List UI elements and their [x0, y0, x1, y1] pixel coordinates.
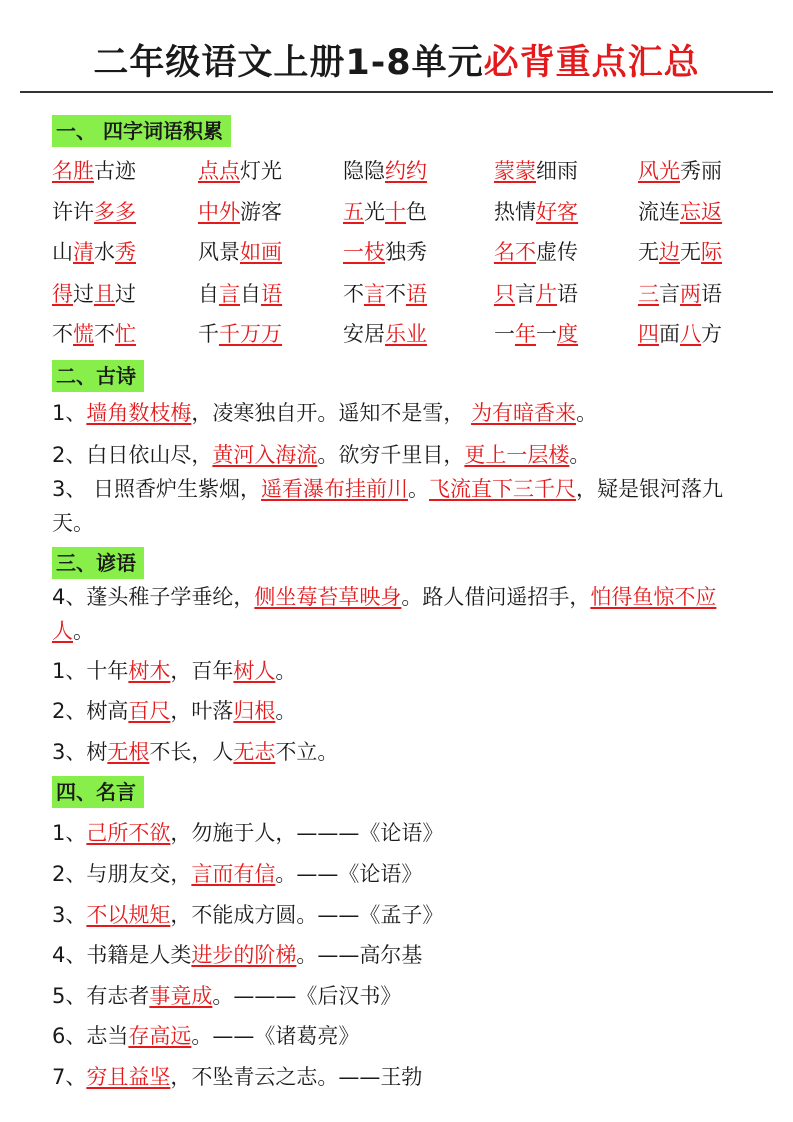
answer-text: 多多	[94, 200, 136, 224]
answer-text: 清	[73, 240, 94, 264]
idiom-cell	[638, 235, 722, 269]
answer-text: 约约	[385, 159, 427, 183]
answer-text: 度	[557, 322, 578, 346]
plain-text: 1、	[52, 821, 87, 845]
answer-text: 遥看瀑布挂前川	[261, 477, 409, 501]
plain-text: 独秀	[385, 240, 427, 264]
plain-text: 。	[569, 443, 591, 467]
plain-text: 。	[576, 401, 598, 425]
proverb-line	[52, 654, 752, 688]
answer-text: 不以规矩	[86, 903, 171, 927]
idiom-cell	[52, 277, 136, 311]
poem-line	[52, 438, 752, 472]
plain-text: 一	[536, 322, 557, 346]
plain-text: 方	[701, 322, 722, 346]
idiom-cell	[343, 154, 427, 188]
plain-text: 过	[115, 282, 136, 306]
answer-text: 侧坐莓苔草映身	[254, 585, 402, 609]
answer-text: 片	[536, 282, 557, 306]
idiom-cell	[52, 317, 136, 351]
answer-text: 边	[659, 240, 680, 264]
proverb-line	[52, 735, 752, 769]
plain-text: 。路人借问遥招手，	[401, 585, 591, 609]
plain-text: 。———《后汉书》	[212, 984, 402, 1008]
answer-text: 事竟成	[149, 984, 213, 1008]
plain-text: 4、蓬头稚子学垂纶，	[52, 585, 255, 609]
answer-text: 言而有信	[191, 862, 276, 886]
idiom-cell	[638, 154, 722, 188]
plain-text: 3、 日照香炉生紫烟，	[52, 477, 262, 501]
idiom-cell	[494, 317, 578, 351]
plain-text: 不	[52, 322, 73, 346]
answer-text: 穷且益坚	[86, 1065, 171, 1089]
plain-text: 5、有志者	[52, 984, 150, 1008]
quote-line	[52, 898, 752, 932]
answer-text: 五	[343, 200, 364, 224]
idiom-cell	[343, 235, 427, 269]
quote-line	[52, 1019, 752, 1053]
plain-text: 隐隐	[343, 159, 385, 183]
plain-text: 风景	[198, 240, 240, 264]
plain-text: 一	[494, 322, 515, 346]
answer-text: 中外	[198, 200, 240, 224]
plain-text: 2、与朋友交，	[52, 862, 192, 886]
poem-line	[52, 472, 752, 540]
answer-text: 如画	[240, 240, 282, 264]
idiom-cell	[343, 277, 427, 311]
section-header-idioms: 一、 四字词语积累	[52, 115, 231, 147]
plain-text: ，百年	[170, 659, 234, 683]
plain-text: ，不能成方圆。——《孟子》	[170, 903, 444, 927]
plain-text: 虚传	[536, 240, 578, 264]
plain-text: 灯光	[240, 159, 282, 183]
plain-text: 安居	[343, 322, 385, 346]
plain-text: 。	[275, 699, 297, 723]
plain-text: 过	[73, 282, 94, 306]
answer-text: 千万万	[219, 322, 282, 346]
plain-text: 不长，人	[149, 740, 234, 764]
answer-text: 乐业	[385, 322, 427, 346]
plain-text: 1、十年	[52, 659, 129, 683]
plain-text: 古迹	[94, 159, 136, 183]
plain-text: 不	[94, 322, 115, 346]
plain-text: 不立。	[275, 740, 339, 764]
answer-text: 百尺	[128, 699, 171, 723]
plain-text: 流连	[638, 200, 680, 224]
plain-text: 水	[94, 240, 115, 264]
answer-text: 树木	[128, 659, 171, 683]
plain-text: 言	[659, 282, 680, 306]
answer-text: 年	[515, 322, 536, 346]
plain-text: 光	[364, 200, 385, 224]
section-header-proverbs: 三、谚语	[52, 547, 144, 579]
answer-text: 进步的阶梯	[191, 943, 297, 967]
plain-text: 言	[515, 282, 536, 306]
page-title	[0, 38, 793, 88]
plain-text: 6、志当	[52, 1024, 129, 1048]
plain-text: 语	[701, 282, 722, 306]
plain-text: 热情	[494, 200, 536, 224]
answer-text: 树人	[233, 659, 276, 683]
plain-text: 千	[198, 322, 219, 346]
plain-text: 色	[406, 200, 427, 224]
section-header-poems: 二、古诗	[52, 360, 144, 392]
plain-text: 语	[557, 282, 578, 306]
plain-text: 游客	[240, 200, 282, 224]
plain-text: ，不坠青云之志。——王勃	[170, 1065, 423, 1089]
quote-line	[52, 857, 752, 891]
answer-text: 归根	[233, 699, 276, 723]
idiom-cell	[494, 235, 578, 269]
plain-text: 自	[240, 282, 261, 306]
plain-text: 7、	[52, 1065, 87, 1089]
answer-text: 得	[52, 282, 73, 306]
idiom-cell	[198, 277, 282, 311]
answer-text: 言	[364, 282, 385, 306]
plain-text: ，勿施于人，———《论语》	[170, 821, 444, 845]
answer-text: 蒙蒙	[494, 159, 536, 183]
quote-line	[52, 979, 752, 1013]
answer-text: 际	[701, 240, 722, 264]
answer-text: 语	[406, 282, 427, 306]
plain-text: 1、	[52, 401, 87, 425]
answer-text: 黄河入海流	[212, 443, 318, 467]
answer-text: 己所不欲	[86, 821, 171, 845]
plain-text: 不	[343, 282, 364, 306]
answer-text: 语	[261, 282, 282, 306]
plain-text: ，凌寒独自开。遥知不是雪，	[191, 401, 472, 425]
title-black: 二年级语文上册1-8单元	[93, 43, 484, 83]
quote-line	[52, 1060, 752, 1094]
answer-text: 飞流直下三千尺	[429, 477, 577, 501]
idiom-cell	[494, 277, 578, 311]
plain-text: ，疑是银河落九天。	[52, 477, 724, 535]
idiom-cell	[52, 235, 136, 269]
idiom-cell	[494, 195, 578, 229]
idiom-cell	[198, 317, 282, 351]
plain-text: 。欲穷千里目，	[317, 443, 465, 467]
idiom-cell	[638, 195, 722, 229]
plain-text: 面	[659, 322, 680, 346]
proverb-line	[52, 694, 752, 728]
idiom-cell	[343, 317, 427, 351]
plain-text: 4、书籍是人类	[52, 943, 192, 967]
answer-text: 风光	[638, 159, 680, 183]
plain-text: 无	[680, 240, 701, 264]
answer-text: 忙	[115, 322, 136, 346]
plain-text: 3、树	[52, 740, 108, 764]
poem-line	[52, 396, 752, 430]
plain-text: 3、	[52, 903, 87, 927]
answer-text: 言	[219, 282, 240, 306]
idiom-cell	[638, 277, 722, 311]
plain-text: 山	[52, 240, 73, 264]
idiom-cell	[638, 317, 722, 351]
plain-text: 。——《诸葛亮》	[191, 1024, 360, 1048]
plain-text: 。	[408, 477, 430, 501]
plain-text: 。——高尔基	[296, 943, 423, 967]
plain-text: 无	[638, 240, 659, 264]
plain-text: 。——《论语》	[275, 862, 423, 886]
idiom-cell	[52, 154, 136, 188]
answer-text: 无根	[107, 740, 150, 764]
answer-text: 无志	[233, 740, 276, 764]
answer-text: 点点	[198, 159, 240, 183]
plain-text: 2、树高	[52, 699, 129, 723]
plain-text: 不	[385, 282, 406, 306]
answer-text: 名不	[494, 240, 536, 264]
answer-text: 十	[385, 200, 406, 224]
answer-text: 三	[638, 282, 659, 306]
idiom-cell	[198, 154, 282, 188]
answer-text: 慌	[73, 322, 94, 346]
plain-text: 细雨	[536, 159, 578, 183]
answer-text: 秀	[115, 240, 136, 264]
plain-text: 自	[198, 282, 219, 306]
answer-text: 更上一层楼	[464, 443, 570, 467]
answer-text: 且	[94, 282, 115, 306]
section-header-quotes: 四、名言	[52, 776, 144, 808]
answer-text: 两	[680, 282, 701, 306]
answer-text: 八	[680, 322, 701, 346]
plain-text: 许许	[52, 200, 94, 224]
plain-text: 秀丽	[680, 159, 722, 183]
answer-text: 只	[494, 282, 515, 306]
plain-text: ，叶落	[170, 699, 234, 723]
answer-text: 四	[638, 322, 659, 346]
idiom-cell	[198, 195, 282, 229]
answer-text: 一枝	[343, 240, 385, 264]
title-divider	[20, 91, 773, 93]
plain-text: 2、白日依山尽，	[52, 443, 213, 467]
title-red: 必背重点汇总	[483, 43, 700, 83]
answer-text: 名胜	[52, 159, 94, 183]
answer-text: 好客	[536, 200, 578, 224]
answer-text: 忘返	[680, 200, 722, 224]
idiom-cell	[494, 154, 578, 188]
answer-text: 墙角数枝梅	[86, 401, 192, 425]
idiom-cell	[343, 195, 427, 229]
answer-text: 存高远	[128, 1024, 192, 1048]
answer-text: 怕得鱼惊不应人	[52, 585, 717, 643]
plain-text: 。	[73, 619, 94, 643]
quote-line	[52, 938, 752, 972]
poem-line	[52, 580, 752, 648]
answer-text: 为有暗香来	[471, 401, 577, 425]
plain-text: 。	[275, 659, 297, 683]
quote-line	[52, 816, 752, 850]
idiom-cell	[52, 195, 136, 229]
idiom-cell	[198, 235, 282, 269]
